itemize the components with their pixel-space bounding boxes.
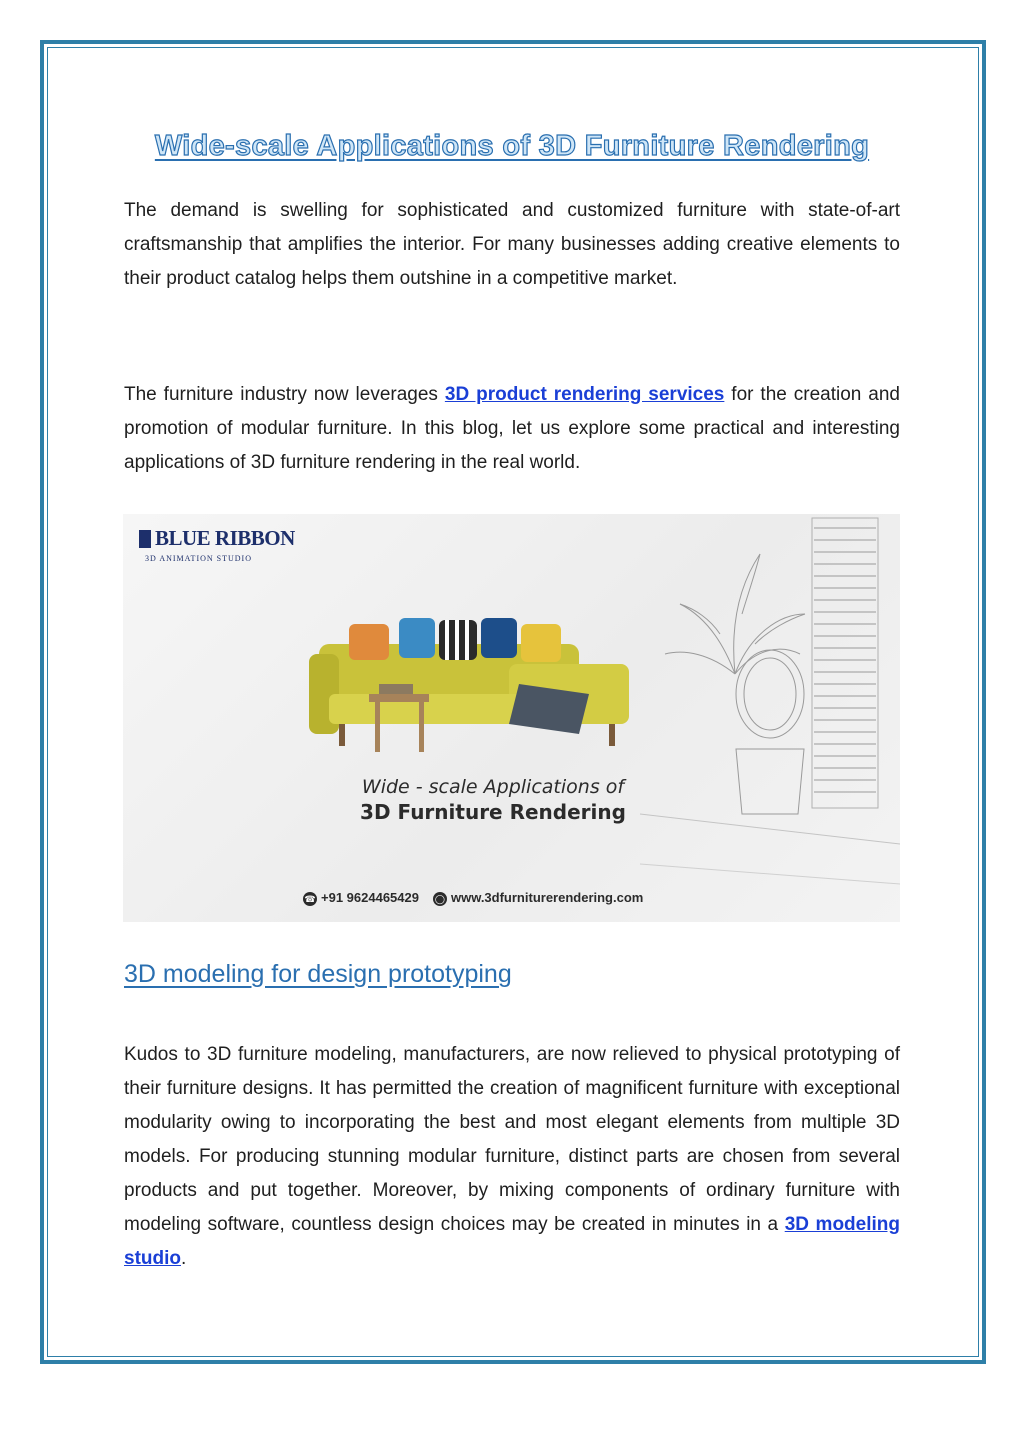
room-sketch-illustration — [640, 514, 900, 922]
hero-banner-image — [123, 514, 900, 922]
section-text-after-link: . — [181, 1248, 187, 1269]
globe-icon: ◯ — [434, 894, 445, 904]
modeling-studio-link[interactable]: 3D modeling studio — [124, 1214, 900, 1269]
phone-contact — [303, 890, 419, 906]
page-title: Wide-scale Applications of 3D Furniture Rendering — [154, 130, 870, 162]
hero-caption-line2: 3D Furniture Rendering — [360, 800, 626, 824]
ribbon-logo-icon — [139, 530, 151, 548]
hero-caption — [323, 776, 663, 824]
phone-icon: ☎ — [304, 894, 316, 904]
yellow-sofa-illustration — [309, 604, 639, 764]
logo-subtitle: 3D ANIMATION STUDIO — [145, 554, 252, 563]
hero-caption-line1: Wide - scale Applications of — [361, 776, 625, 798]
hero-contact-info — [303, 890, 643, 906]
phone-number: +91 9624465429 — [321, 890, 419, 905]
website-url: www.3dfurniturerendering.com — [450, 890, 644, 905]
website-contact — [433, 890, 643, 906]
section-paragraph — [124, 1038, 900, 1276]
intro-paragraph-2 — [124, 378, 900, 480]
intro-text-after-link: for the creation and promotion of modular furniture. In this blog, let us explore some practical and interesting applications of 3D furniture rendering in the real world. — [124, 384, 900, 473]
logo-name: BLUE RIBBON — [155, 526, 295, 550]
rendering-services-link[interactable]: 3D product rendering services — [444, 384, 725, 405]
section-text-before-link: Kudos to 3D furniture modeling, manufacturers, are now relieved to physical prototyping of their furniture designs. It has permitted the creation of magnificent furniture with exceptional modularity owing to incorporating the best and most elegant elements from multiple 3D models. For producing stunning modular furniture, distinct parts are chosen from several products and put together. Moreover, by mixing components of ordinary furniture with modeling software, countless design choices may be created in minutes in a — [124, 1044, 900, 1235]
intro-paragraph-1: The demand is swelling for sophisticated and customized furniture with state-of-art craftsmanship that amplifies the interior. For many businesses adding creative elements to their product catalog helps them outshine in a competitive market. — [124, 200, 900, 289]
section-heading: 3D modeling for design prototyping — [124, 960, 512, 988]
intro-text-before-link: The furniture industry now leverages — [124, 384, 445, 405]
blue-ribbon-logo — [139, 524, 299, 572]
